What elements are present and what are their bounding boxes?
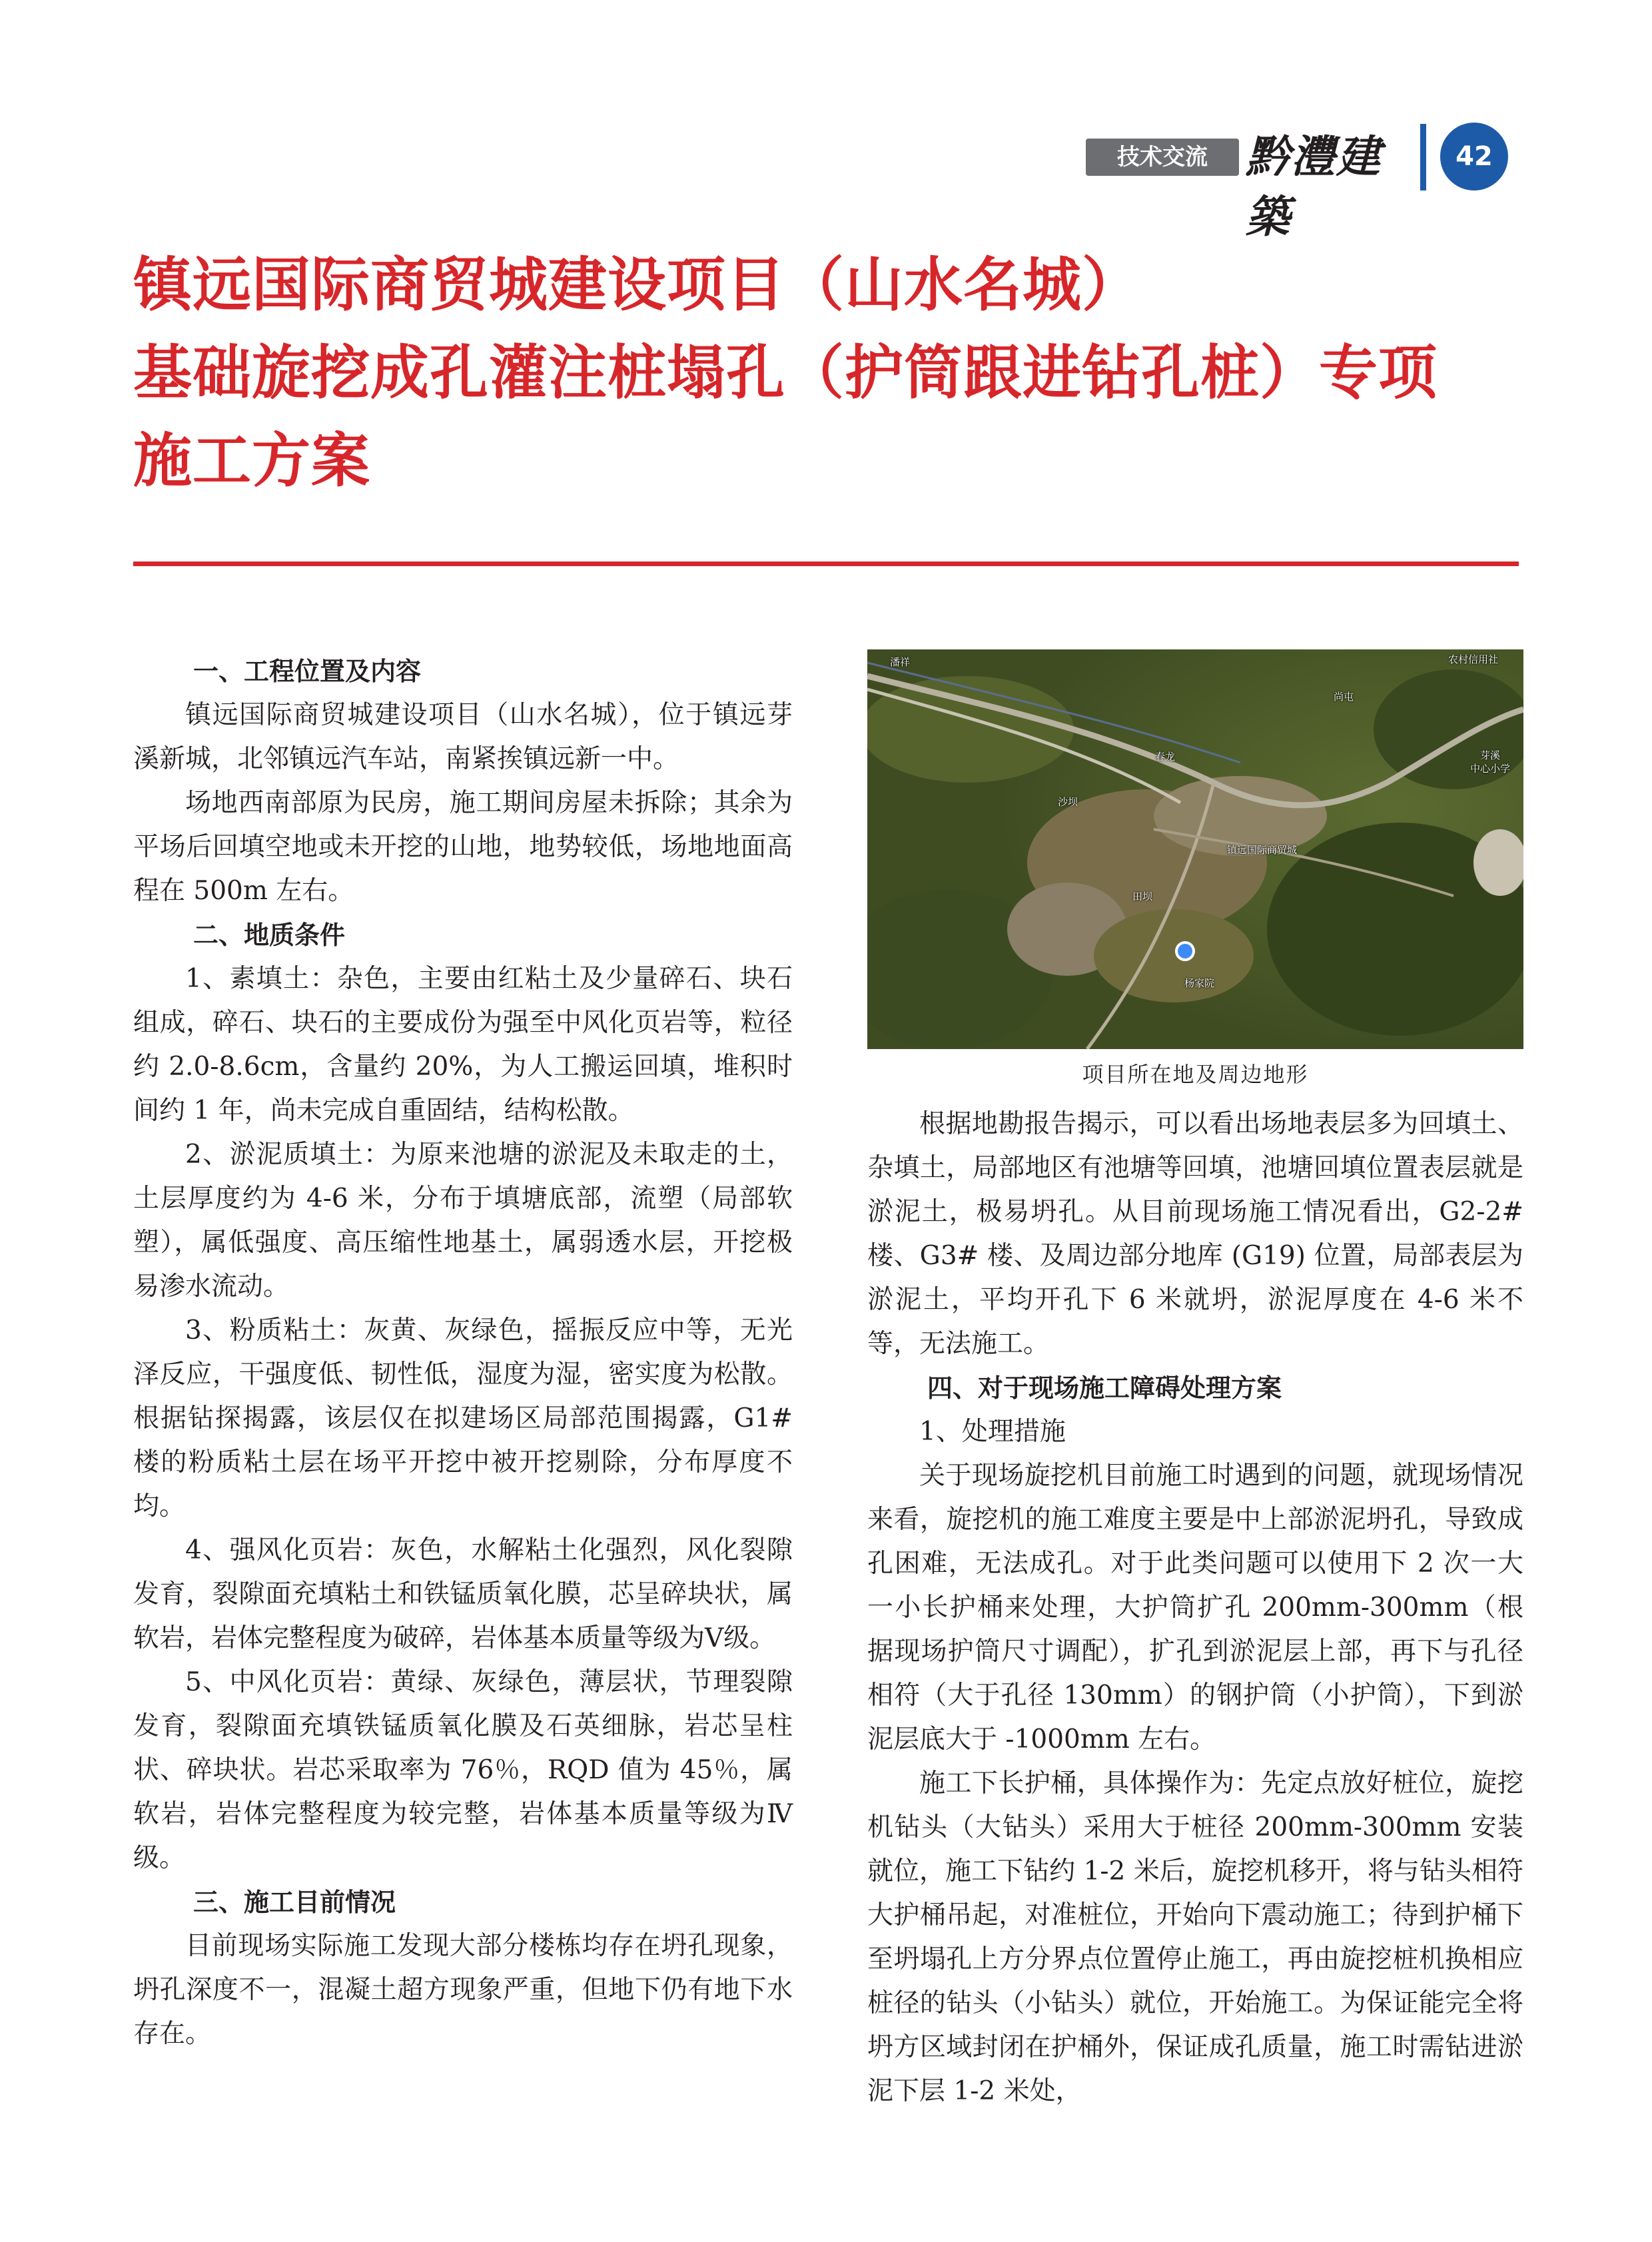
map-label: 农村信用社: [1448, 653, 1499, 665]
paragraph: 目前现场实际施工发现大部分楼栋均存在坍孔现象，坍孔深度不一，混凝土超方现象严重，但地下仍有地下水存在。: [133, 1931, 793, 2049]
section-heading-4: 四、对于现场施工障碍处理方案: [927, 1373, 1282, 1403]
section-heading-2: 二、地质条件: [193, 921, 346, 950]
title-rule: [133, 561, 1519, 566]
header-divider: [1420, 124, 1426, 190]
section-heading-1: 一、工程位置及内容: [193, 657, 422, 686]
satellite-map-image: [867, 649, 1523, 1049]
map-label: 杨家院: [1184, 977, 1215, 989]
map-label: 镇远国际商贸城: [1227, 844, 1298, 856]
page-header: [1066, 120, 1545, 242]
paragraph: 场地西南部原为民房，施工期间房屋未拆除；其余为平场后回填空地或未开挖的山地，地势较低，场地地面高程在 500m 左右。: [133, 788, 793, 906]
map-label: 沙坝: [1058, 796, 1078, 808]
paragraph: 5、中风化页岩：黄绿、灰绿色，薄层状，节理裂隙发育，裂隙面充填铁锰质氧化膜及石英细脉，岩芯呈柱状、碎块状。岩芯采取率为 76％，RQD 值为 45％，属软岩，岩体完整程度为较完整，岩体基本质量等级为Ⅳ级。: [133, 1667, 793, 1873]
paragraph: 镇远国际商贸城建设项目（山水名城），位于镇远芽溪新城，北邻镇远汽车站，南紧挨镇远新一中。: [133, 700, 793, 774]
map-label: 芽溪: [1480, 749, 1501, 761]
map-label: 田坝: [1132, 891, 1153, 903]
paragraph: 关于现场旋挖机目前施工时遇到的问题，就现场情况来看，旋挖机的施工难度主要是中上部淤泥坍孔，导致成孔困难，无法成孔。对于此类问题可以使用下 2 次一大一小长护桶来处理，大护筒扩孔 200mm-300mm（根据现场护筒尺寸调配），扩孔到淤泥层上部，再下与孔径相符（大于孔径 130mm）的钢护筒（小护筒），下到淤泥层底大于 -1000mm 左右。: [867, 1461, 1523, 1754]
right-column: [867, 1102, 1523, 2113]
figure-caption: 项目所在地及周边地形: [1082, 1062, 1309, 1087]
page-number: 42: [1440, 123, 1508, 190]
map-label: 中心小学: [1470, 763, 1511, 775]
title-line-1: 镇远国际商贸城建设项目（山水名城）: [133, 250, 1142, 319]
map-label: 尚屯: [1334, 691, 1354, 703]
paragraph: 施工下长护桶，具体操作为：先定点放好桩位，旋挖机钻头（大钻头）采用大于桩径 200mm-300mm 安装就位，施工下钻约 1-2 米后，旋挖机移开，将与钻头相符大护桶吊起，对准桩位，开始向下震动施工；待到护桶下至坍塌孔上方分界点位置停止施工，再由旋挖桩机换相应桩径的钻头（小钻头）就位，开始施工。为保证能完全将坍方区域封闭在护桶外，保证成孔质量，施工时需钻进淤泥下层 1-2 米处，: [867, 1768, 1523, 2106]
magazine-logo: 黔灃建築: [1246, 131, 1382, 242]
paragraph: 3、粉质粘土：灰黄、灰绿色，摇振反应中等，无光泽反应，干强度低、韧性低，湿度为湿，密实度为松散。根据钻探揭露，该层仅在拟建场区局部范围揭露，G1# 楼的粉质粘土层在场平开挖中被开挖剔除，分布厚度不均。: [133, 1315, 793, 1521]
paragraph: 根据地勘报告揭示，可以看出场地表层多为回填土、杂填土，局部地区有池塘等回填，池塘回填位置表层就是淤泥土，极易坍孔。从目前现场施工情况看出，G2-2# 楼、G3# 楼、及周边部分地库 (G19) 位置，局部表层为淤泥土，平均开孔下 6 米就坍，淤泥厚度在 4-6 米不等，无法施工。: [867, 1109, 1523, 1359]
title-line-2: 基础旋挖成孔灌注桩塌孔（护筒跟进钻孔桩）专项: [133, 338, 1438, 407]
location-pin-icon: [1175, 941, 1195, 961]
map-label: 潘祥: [890, 656, 911, 668]
section-tag: 技术交流: [1086, 139, 1239, 176]
title-line-3: 施工方案: [133, 426, 371, 495]
left-column: [133, 649, 793, 2056]
section-heading-3: 三、施工目前情况: [193, 1888, 396, 1917]
article-title: [133, 241, 1532, 505]
paragraph: 4、强风化页岩：灰色，水解粘土化强烈，风化裂隙发育，裂隙面充填粘土和铁锰质氧化膜，芯呈碎块状，属软岩，岩体完整程度为破碎，岩体基本质量等级为Ⅴ级。: [133, 1535, 793, 1653]
paragraph: 1、处理措施: [919, 1417, 1066, 1447]
paragraph: 2、淤泥质填土：为原来池塘的淤泥及未取走的土，土层厚度约为 4-6 米，分布于填塘底部，流塑（局部软塑），属低强度、高压缩性地基土，属弱透水层，开挖极易渗水流动。: [133, 1140, 793, 1302]
map-label: 春龙: [1155, 751, 1176, 763]
paragraph: 1、素填土：杂色，主要由红粘土及少量碎石、块石组成，碎石、块石的主要成份为强至中风化页岩等，粒径约 2.0-8.6cm，含量约 20%，为人工搬运回填，堆积时间约 1 年，尚未完成自重固结，结构松散。: [133, 964, 793, 1126]
